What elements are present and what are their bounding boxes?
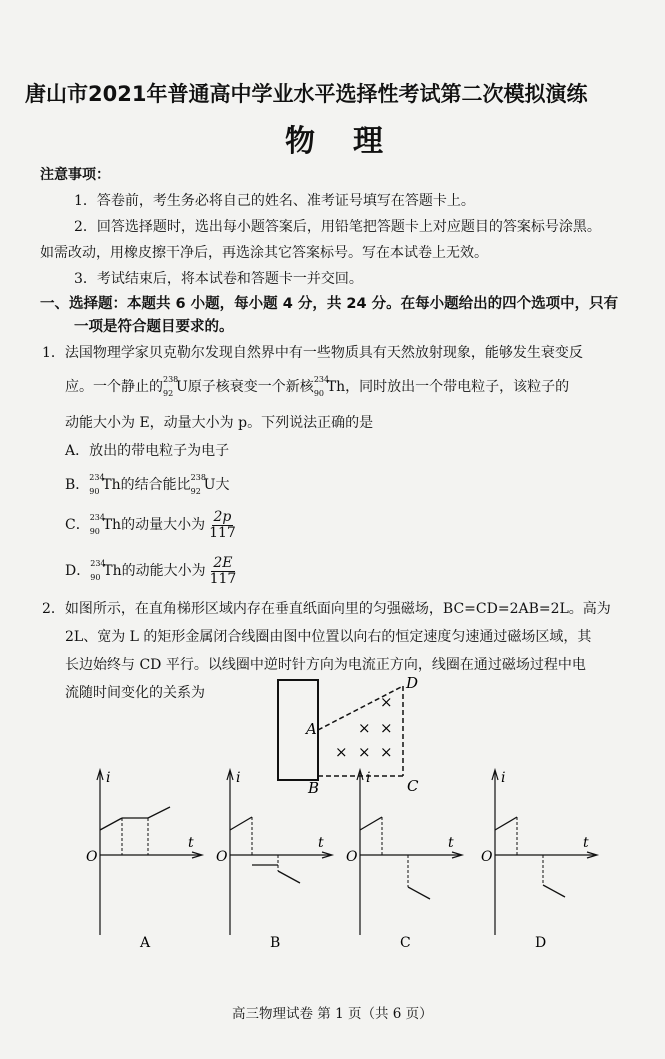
field-x-mark: × [358, 743, 371, 761]
i-axis-label: i [501, 770, 506, 786]
q1-option-a: A．放出的带电粒子为电子 [65, 443, 230, 459]
q1-line2-c: ，同时放出一个带电粒子，该粒子的 [345, 379, 570, 395]
graph-option-D [481, 770, 597, 951]
notice-item-2a: 2．回答选择题时，选出每小题答案后，用铅笔把答题卡上对应题目的答案标号涂黑。 [74, 219, 601, 235]
current-segment [360, 817, 382, 830]
notice-heading: 注意事项： [40, 167, 110, 183]
q2-line2: 2L、宽为 L 的矩形金属闭合线圈由图中位置以向右的恒定速度匀速通过磁场区域，其 [65, 629, 592, 645]
notice-item-2b: 如需改动，用橡皮擦干净后，再选涂其它答案标号。写在本试卷上无效。 [40, 245, 488, 261]
origin-label: O [481, 849, 493, 865]
label-A: A [306, 720, 317, 738]
graph-option-A [86, 770, 202, 951]
t-axis-label: t [188, 835, 194, 851]
graph-option-label: A [140, 935, 151, 951]
field-x-mark: × [358, 719, 371, 737]
current-segment [408, 887, 430, 899]
q1-line2-b: 原子核衰变一个新核 [187, 379, 314, 395]
subject-title: 物 理 [285, 124, 387, 159]
q2-graphs [75, 760, 635, 960]
page-footer: 高三物理试卷 第 1 页（共 6 页） [232, 1006, 433, 1022]
current-segment [230, 817, 252, 830]
field-x-mark: × [380, 743, 393, 761]
q2-line1: 2．如图所示，在直角梯形区域内存在垂直纸面向里的匀强磁场，BC=CD=2AB=2L。高为 [42, 601, 611, 617]
q1-line2-a: 应。一个静止的 [65, 379, 163, 395]
field-x-mark: × [380, 719, 393, 737]
nuclide-Th: 234 90 Th [313, 375, 346, 398]
q1-option-b: B． 234 90 Th的结合能比 238 92 U大 [65, 473, 230, 496]
t-axis-label: t [318, 835, 324, 851]
q2-line4: 流随时间变化的关系为 [65, 685, 205, 701]
t-axis-label: t [583, 835, 589, 851]
label-B: B [308, 779, 320, 797]
origin-label: O [86, 849, 98, 865]
i-axis-label: i [106, 770, 111, 786]
q2-line3: 长边始终与 CD 平行。以线圈中逆时针方向为电流正方向，线圈在通过磁场过程中电 [65, 657, 586, 673]
q1-option-c: C． 234 90 Th的动量大小为 $\frac{2p}{117}$ [65, 509, 236, 541]
graph-option-label: D [535, 935, 547, 951]
label-C: C [407, 777, 419, 795]
field-marks [335, 693, 393, 761]
current-segment [543, 885, 565, 897]
notice-item-1: 1．答卷前，考生务必将自己的姓名、准考证号填写在答题卡上。 [74, 193, 475, 209]
field-x-mark: × [335, 743, 348, 761]
graph-option-label: B [270, 935, 281, 951]
section-heading-line2: 一项是符合题目要求的。 [74, 319, 234, 335]
q1-line3: 动能大小为 E，动量大小为 p。下列说法正确的是 [65, 415, 374, 431]
exam-title: 唐山市2021年普通高中学业水平选择性考试第二次模拟演练 [25, 82, 588, 106]
notice-item-3: 3．考试结束后，将本试卷和答题卡一并交回。 [74, 271, 363, 287]
origin-label: O [216, 849, 228, 865]
origin-label: O [346, 849, 358, 865]
q1-line2 [65, 376, 569, 396]
label-D: D [406, 674, 419, 692]
nuclide-U: 238 92 U [163, 375, 188, 398]
section-heading-line1: 一、选择题：本题共 6 小题，每小题 4 分，共 24 分。在每小题给出的四个选项中，只有 [40, 296, 619, 312]
graph-option-C [346, 770, 462, 951]
current-segment [148, 807, 170, 818]
q1-line1: 1．法国物理学家贝克勒尔发现自然界中有一些物质具有天然放射现象，能够发生衰变反 [42, 345, 583, 361]
current-segment [495, 817, 517, 830]
graph-option-B [216, 770, 332, 951]
current-segment [100, 818, 122, 830]
field-x-mark: × [380, 693, 393, 711]
q1-option-d: D． 234 90 Th的动能大小为 $\frac{2E}{117}$ [65, 555, 237, 587]
i-axis-label: i [366, 770, 371, 786]
t-axis-label: t [448, 835, 454, 851]
current-segment [278, 871, 300, 883]
graph-option-label: C [400, 935, 411, 951]
i-axis-label: i [236, 770, 241, 786]
